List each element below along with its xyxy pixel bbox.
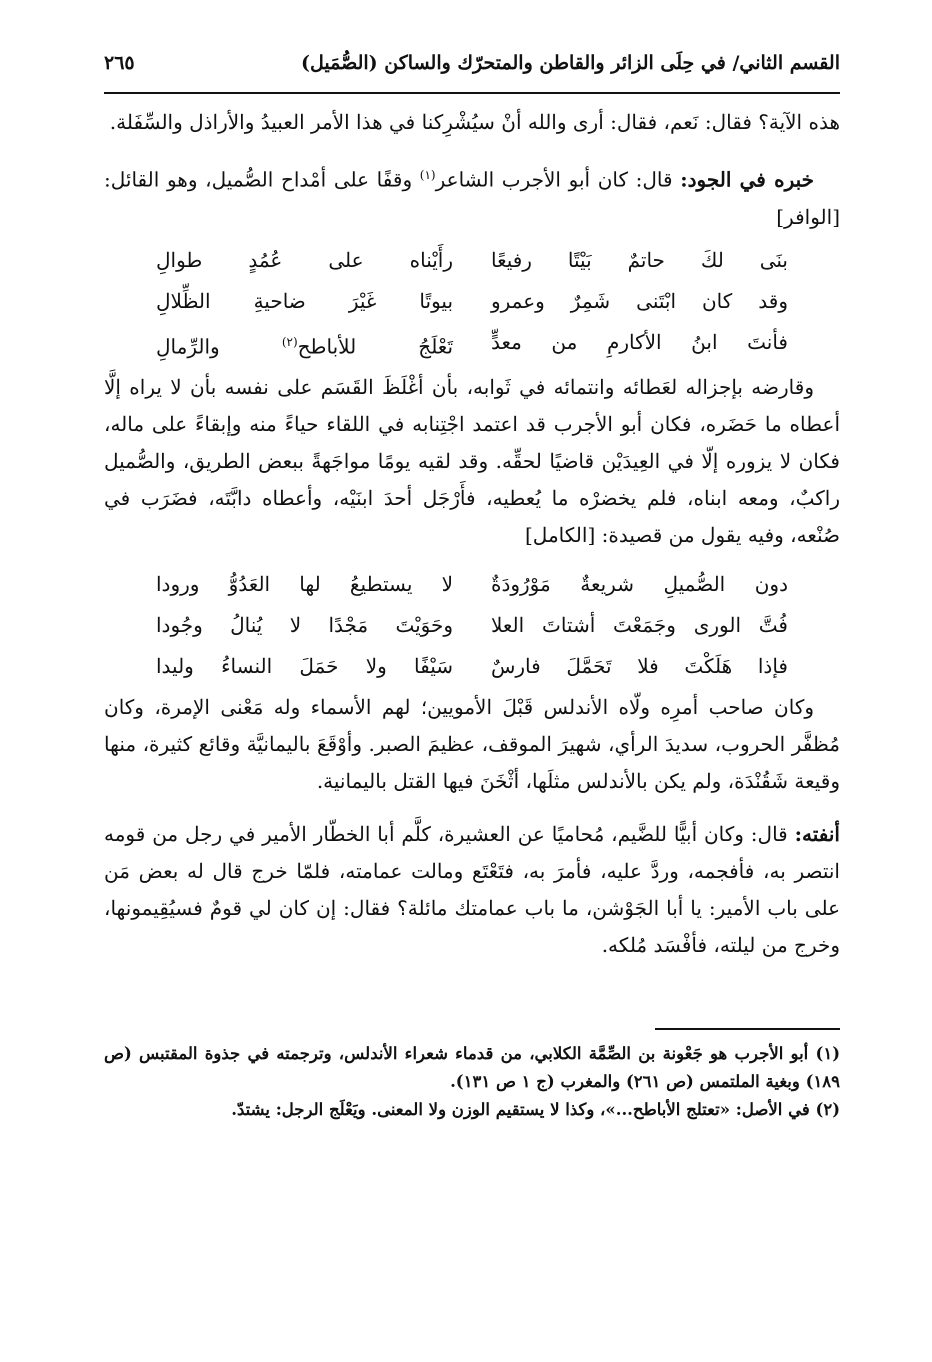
paragraph-3: وقارضه بإجزاله لعَطائه وانتمائه في ثَوابه، بأن أغْلَظَ القَسَم على نفسه بأن لا يراه إلَّا أعطاه ما حَضَره، فكان أبو الأجرب قد اعتمد اجْتِنابه في اللقاء حياءً منه وإبقاءً على ماله، فكان لا يزوره إلّا في العِيدَيْن قاضيًا لحقِّه. وقد لقيه يومًا مواجَهةً ببعض الطريق، والصُّميل راكبٌ، ومعه ابناه، فلم يخضرْه ما يُعطيه، فأَرْجَل أحدَ ابنَيْه، وأعطاه دابَّتَه، فضَرَب في صُنْعه، وفيه يقول من قصيدة: [الكامل]	[104, 375, 840, 548]
verse-line	[156, 605, 788, 646]
verse-second-hemistich: بيوتًا غَيْرَ ضاحيةِ الظِّلالِ	[156, 288, 454, 313]
footnote-divider	[655, 1028, 840, 1030]
verse-line	[156, 564, 788, 605]
verse-first-hemistich: فأنتَ ابنُ الأكارمِ من معدٍّ	[490, 329, 788, 354]
footnote-ref-2: (٢)	[281, 334, 298, 349]
poem-kamil	[156, 564, 788, 687]
verse-line	[156, 240, 788, 281]
section-lead-pride: أنفته:	[794, 822, 840, 847]
verse-first-hemistich: وقد كان ابْتَنى شَمِرٌ وعمرو	[490, 288, 788, 313]
footnote-1: (١) أبو الأجرب هو جَعْونة بن الصِّمَّة الكلابي، من قدماء شعراء الأندلس، وترجمته في جذوة المقتبس (ص ١٨٩) وبغية الملتمس (ص ٢٦١) والمغرب (ج ١ ص ١٣١).	[104, 1044, 840, 1092]
verse-first-hemistich: بنَى لكَ حاتمٌ بَيْتًا رفيعًا	[490, 247, 788, 272]
paragraph-1: هذه الآية؟ فقال: نَعم، فقال: أرى والله أنْ سيُشْرِكنا في هذا الأمر العبيدُ والأراذل والسِّفَلة.	[109, 110, 840, 134]
verse-second-hemistich: سَيْفًا ولا حَمَلَ النساءُ وليدا	[156, 654, 454, 679]
page	[104, 52, 840, 1124]
verse-line	[156, 281, 788, 322]
verse-first-hemistich: فإذا هَلَكْتَ فلا تَحَمَّلَ فارسٌ	[490, 654, 788, 679]
verse-first-hemistich: دون الصُّميلِ شريعةٌ مَوْرُودَةٌ	[490, 572, 788, 597]
paragraph-pride	[104, 816, 840, 964]
footnote-ref-1: (١)	[419, 168, 436, 182]
verse-second-hemistich: لا يستطيعُ لها العَدُوُّ ورودا	[156, 572, 454, 597]
verse-second-hemistich: وحَوَيْتَ مَجْدًا لا يُنالُ وجُودا	[156, 613, 454, 638]
paragraph-4: وكان صاحب أمرِه ولّاه الأندلس قَبْلَ الأمويين؛ لهم الأسماء وله مَعْنى الإمرة، وكان مُظفَّر الحروب، سديدَ الرأي، شهيرَ الموقف، عظيمَ الصبر. وأوْقَعَ باليمانيَّة وقائع كثيرة، منها وقيعة شَقُنْدَة، ولم يكن بالأندلس مثلَها، أثْخَنَ فيها القتل باليمانية.	[104, 695, 840, 794]
paragraph-generosity	[104, 157, 840, 236]
verse-second-hemistich-part: تَعْلَجُ للأباطح	[297, 334, 454, 359]
verse-second-hemistich-end: والرِّمالِ	[156, 334, 220, 359]
verse-line	[156, 646, 788, 687]
verse-line	[156, 322, 788, 368]
verse-second-hemistich	[156, 322, 453, 368]
verse-second-hemistich: رأَيْناه على عُمُدٍ طوالِ	[156, 247, 454, 272]
paragraph-generosity-text-b: وقفًا على أمْداح الصُّميل، وهو القائل: [الوافر]	[104, 167, 840, 229]
verse-first-hemistich: فُتَّ الورى وجَمَعْتَ أشتاتَ العلا	[490, 613, 788, 638]
section-lead-generosity: خبره في الجود:	[680, 167, 815, 192]
footnote-2: (٢) في الأصل: «تعتلج الأباطح...»، وكذا لا يستقيم الوزن ولا المعنى. ويَعْلَج الرجل: يشتدّ.	[231, 1100, 840, 1120]
paragraph-pride-text: قال: وكان أبيًّا للضَّيم، مُحاميًا عن العشيرة، كلَّم أبا الخطّار الأمير في رجل من قومه انتصر به، فأفجمه، وردَّ عليه، فأمرَ به، فتَعْتَع ومالت عمامته، فلمّا خرج قال له بعض مَن على باب الأمير: يا أبا الجَوْشن، ما باب عمامتك مائلة؟ فقال: إن كان لي قومٌ فسيُقِيمونها، وخرج من ليلته، فأفْسَد مُلكه.	[104, 822, 840, 958]
page-number: ٢٦٥	[104, 52, 135, 74]
running-title: القسم الثاني/ في حِلَى الزائر والقاطن والمتحرّك والساكن (الصُّمَيل)	[301, 52, 840, 74]
running-header	[104, 52, 840, 94]
poem-wafir	[156, 240, 788, 368]
paragraph-generosity-text-a: قال: كان أبو الأجرب الشاعر	[435, 167, 673, 192]
